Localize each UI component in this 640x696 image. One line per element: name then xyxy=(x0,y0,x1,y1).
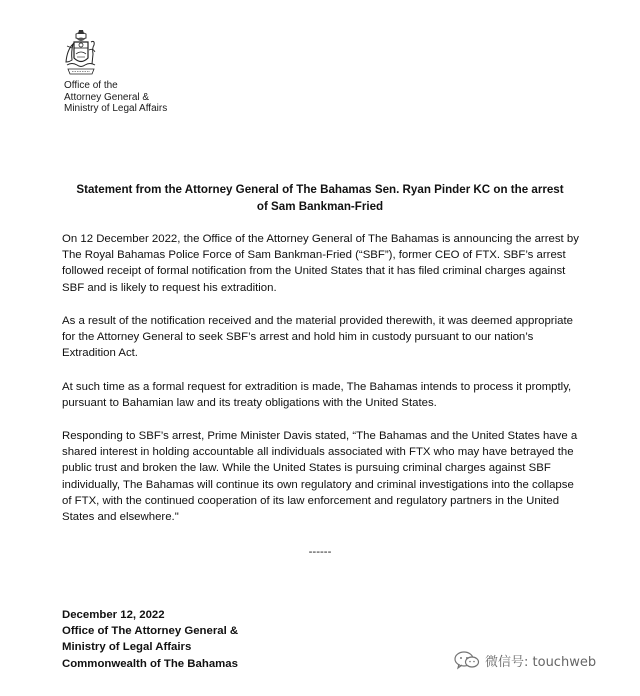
signature-line-3: Commonwealth of The Bahamas xyxy=(62,657,238,670)
paragraph-extradition: At such time as a formal request for extradition is made, The Bahamas intends to process it promptly, pursuant to Bahamian law and its treaty obligations with the United States. xyxy=(62,381,572,410)
wechat-icon xyxy=(454,650,480,670)
statement-title xyxy=(60,181,580,215)
signature-line-1: Office of The Attorney General & xyxy=(62,625,239,638)
signature-date: December 12, 2022 xyxy=(62,609,165,621)
watermark-text: 微信号: touchweb xyxy=(485,654,597,670)
section-divider: ------ xyxy=(308,546,332,558)
office-line-3: Ministry of Legal Affairs xyxy=(64,103,168,114)
bahamas-coat-of-arms-icon xyxy=(63,28,99,76)
office-line-1: Office of the xyxy=(64,80,118,91)
paragraph-arrest-announcement: On 12 December 2022, the Office of the Attorney General of The Bahamas is announcing the arrest by The Royal Bahamas Police Force of Sam Bankman-Fried (“SBF”), former CEO of FTX. SBF’s arrest followed receipt of formal notification from the United States that it has filed criminal charges against SBF and is likely to request his extradition. xyxy=(62,233,579,294)
wechat-watermark xyxy=(454,650,596,670)
office-line-2: Attorney General & xyxy=(64,91,150,103)
statement-title-line-2: of Sam Bankman-Fried xyxy=(256,200,384,213)
signature-block xyxy=(62,607,238,672)
paragraph-custody: As a result of the notification received and the material provided therewith, it was deemed appropriate for the Attorney General to seek SBF’s arrest and hold him in custody pursuant to our nation’s Extradition Act. xyxy=(62,315,573,360)
paragraph-prime-minister-quote: Responding to SBF’s arrest, Prime Minister Davis stated, “The Bahamas and the United States have a shared interest in holding accountable all individuals associated with FTX who may have betrayed the public trust and broken the law. While the United States is pursuing criminal charges against SBF individually, The Bahamas will continue its own regulatory and criminal investigations into the collapse of FTX, with the continued cooperation of its law enforcement and regulatory partners in the United States and elsewhere." xyxy=(62,430,578,524)
statement-title-line-1: Statement from the Attorney General of The Bahamas Sen. Ryan Pinder KC on the arrest xyxy=(76,183,564,196)
signature-line-2: Ministry of Legal Affairs xyxy=(62,641,192,654)
office-letterhead xyxy=(64,80,167,115)
